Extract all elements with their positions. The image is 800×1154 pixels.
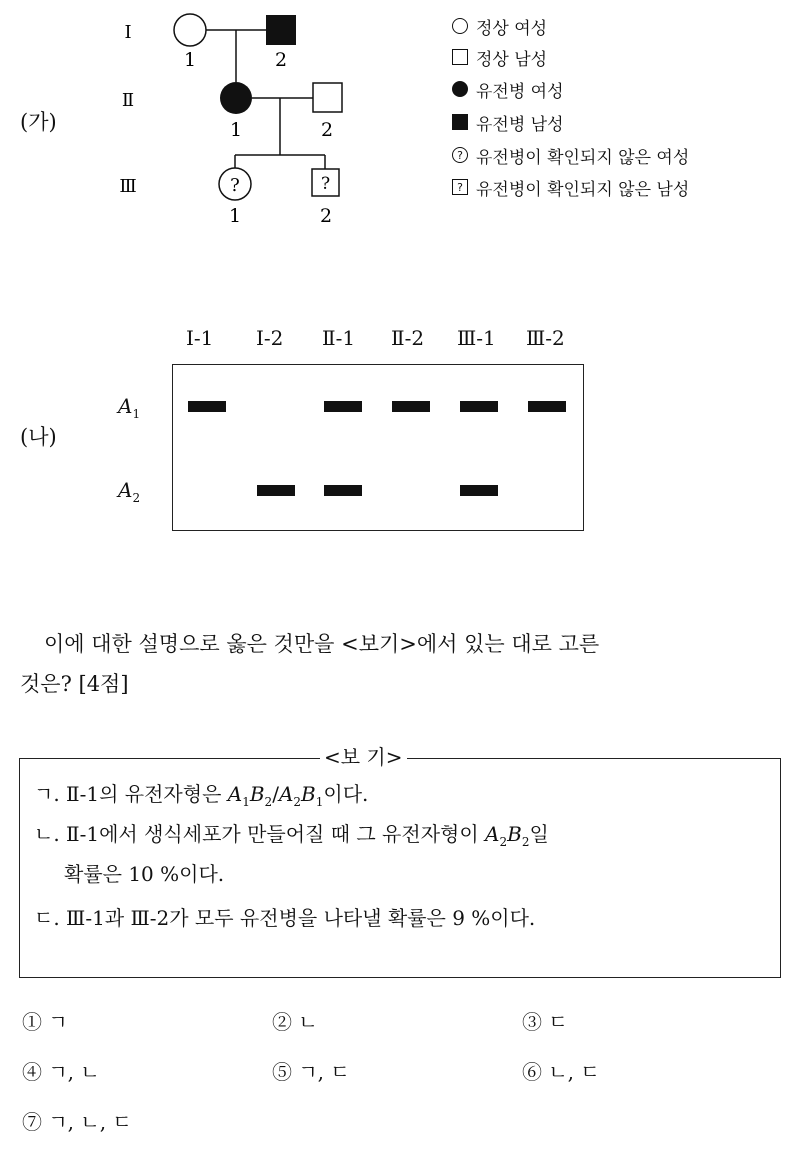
open-square-icon: [452, 49, 468, 65]
gel-band: [324, 401, 362, 412]
filled-square-icon: [452, 114, 468, 130]
choice-5[interactable]: ⑤ ㄱ, ㄷ: [272, 1060, 350, 1084]
generation-label-1: Ⅰ: [124, 22, 132, 43]
gel-lane-labels: [170, 326, 590, 356]
generation-label-2: Ⅱ: [121, 90, 135, 111]
I-1-number: 1: [183, 49, 197, 71]
bogi-item-g: ㄱ. Ⅱ-1의 유전자형은 $A_1B_2/A_2B_1$이다.: [34, 782, 369, 809]
legend-text: 유전병 남성: [476, 114, 564, 135]
gel-band: [188, 401, 226, 412]
choice-1[interactable]: ① ㄱ: [22, 1010, 68, 1034]
allele-label-a2: $A_2$: [118, 478, 141, 505]
lane-label: Ⅱ-2: [391, 326, 425, 350]
filled-circle-icon: [452, 81, 468, 97]
II-2-number: 2: [320, 119, 334, 141]
I-1-normal-female-icon: [174, 14, 206, 46]
legend-item-unknown-female: [452, 143, 689, 167]
choice-6[interactable]: ⑥ ㄴ, ㄷ: [522, 1060, 600, 1084]
bogi-item-n: ㄴ. Ⅱ-1에서 생식세포가 만들어질 때 그 유전자형이 $A_2B_2$일: [34, 822, 549, 849]
figure-a-label: (가): [20, 110, 57, 134]
I-2-number: 2: [274, 49, 288, 71]
lane-label: Ⅲ-2: [526, 326, 565, 350]
question-circle-icon: ?: [452, 147, 468, 163]
gel-band: [460, 401, 498, 412]
gel-band: [460, 485, 498, 496]
legend-item-affected-female: [452, 77, 564, 101]
gel-band: [257, 485, 295, 496]
III-2-number: 2: [319, 205, 333, 227]
II-2-normal-male-icon: [313, 83, 342, 112]
choice-2[interactable]: ② ㄴ: [272, 1010, 318, 1034]
lane-label: Ⅰ-2: [256, 326, 284, 350]
figure-b-label: (나): [20, 425, 57, 449]
gel-band: [324, 485, 362, 496]
legend-text: 유전병이 확인되지 않은 남성: [476, 179, 690, 200]
question-line-2: 것은? [4점]: [20, 672, 129, 696]
gel-band: [392, 401, 430, 412]
legend-item-unknown-male: [452, 175, 689, 199]
choice-3[interactable]: ③ ㄷ: [522, 1010, 568, 1034]
bogi-item-n-line2: 확률은 10 %이다.: [64, 862, 225, 886]
choice-4[interactable]: ④ ㄱ, ㄴ: [22, 1060, 100, 1084]
legend-text: 정상 남성: [476, 49, 548, 70]
question-text: [20, 624, 782, 704]
bogi-title: <보 기>: [320, 741, 407, 773]
III-2-question-mark: ?: [320, 174, 331, 194]
gel-box: [172, 364, 584, 531]
question-square-icon: ?: [452, 179, 468, 195]
legend-item-affected-male: [452, 110, 564, 134]
legend-item-normal-female: [452, 14, 547, 38]
lane-label: Ⅱ-1: [322, 326, 356, 350]
III-1-question-mark: ?: [230, 175, 240, 196]
legend-text: 유전병 여성: [476, 81, 564, 102]
legend-item-normal-male: [452, 45, 547, 69]
lane-label: Ⅰ-1: [186, 326, 214, 350]
legend-text: 정상 여성: [476, 18, 548, 39]
open-circle-icon: [452, 18, 468, 34]
III-1-number: 1: [228, 205, 242, 227]
choice-7[interactable]: ⑦ ㄱ, ㄴ, ㄷ: [22, 1110, 132, 1134]
I-2-affected-male-icon: [266, 15, 296, 45]
generation-label-3: Ⅲ: [119, 176, 137, 197]
question-line-1: 이에 대한 설명으로 옳은 것만을 <보기>에서 있는 대로 고른: [44, 632, 600, 656]
allele-label-a1: $A_1$: [118, 394, 141, 421]
gel-band: [528, 401, 566, 412]
bogi-item-d: ㄷ. Ⅲ-1과 Ⅲ-2가 모두 유전병을 나타낼 확률은 9 %이다.: [34, 906, 536, 930]
legend-text: 유전병이 확인되지 않은 여성: [476, 147, 690, 168]
lane-label: Ⅲ-1: [457, 326, 496, 350]
II-1-number: 1: [229, 119, 243, 141]
II-1-affected-female-icon: [220, 82, 252, 114]
pedigree-chart: [100, 0, 400, 240]
